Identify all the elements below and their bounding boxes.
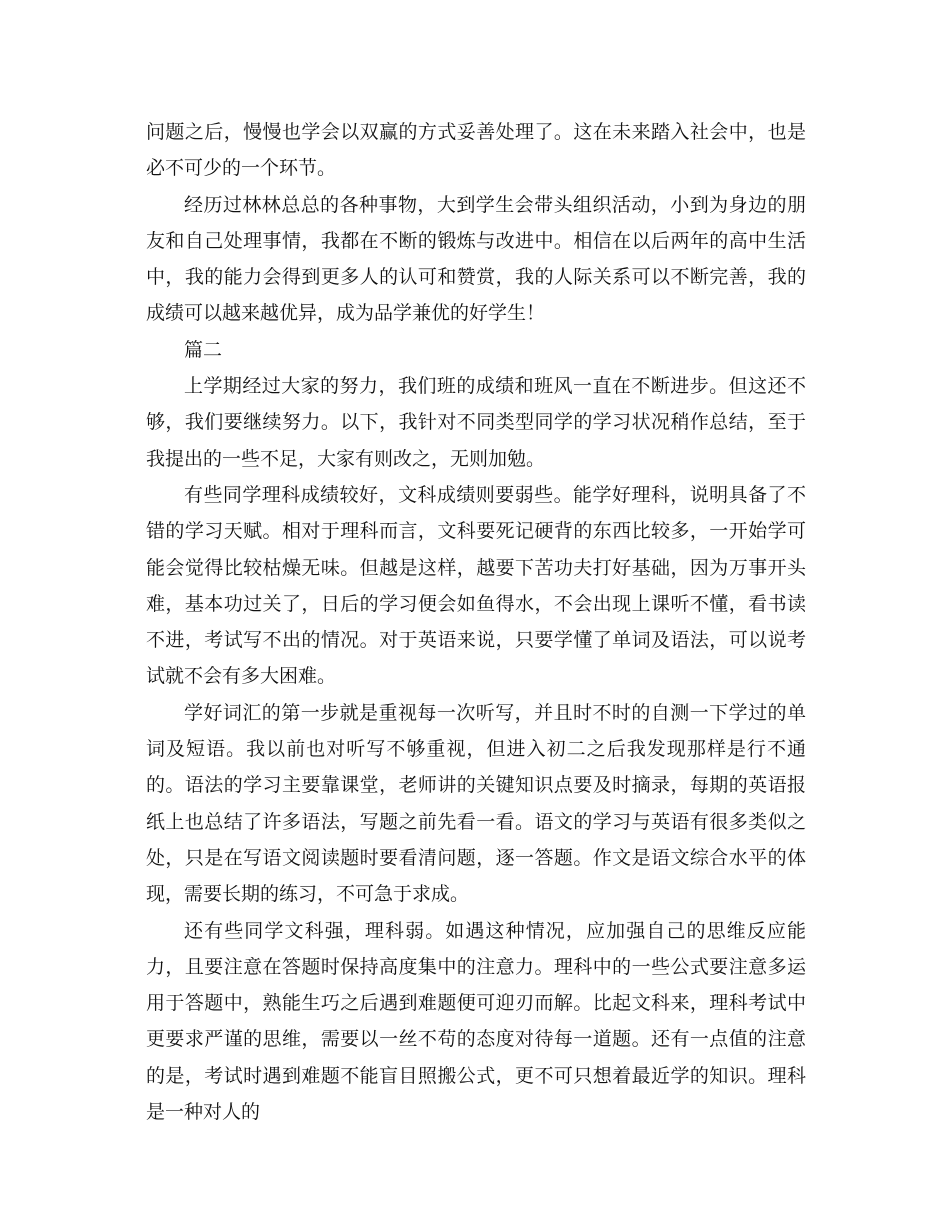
paragraph-arts-strong: 还有些同学文科强，理科弱。如遇这种情况，应加强自己的思维反应能力，且要注意在答题时保持高度集中的注意力。理科中的一些公式要注意多运用于答题中，熟能生巧之后遇到难题便可迎刃而解。比起文科来，理科考试中更要求严谨的思维，需要以一丝不苟的态度对待每一道题。还有一点值的注意的是，考试时遇到难题不能盲目照搬公式，更不可只想着最近学的知识。理科是一种对人的 bbox=[146, 919, 806, 1124]
paragraph-intro: 上学期经过大家的努力，我们班的成绩和班风一直在不断进步。但这还不够，我们要继续努力。以下，我针对不同类型同学的学习状况稍作总结，至于我提出的一些不足，大家有则改之，无则加勉。 bbox=[146, 375, 806, 470]
paragraph-science-strong: 有些同学理科成绩较好，文科成绩则要弱些。能学好理科，说明具备了不错的学习天赋。相对于理科而言，文科要死记硬背的东西比较多，一开始学可能会觉得比较枯燥无味。但越是这样，越要下苦功夫打好基础，因为万事开头难，基本功过关了，日后的学习便会如鱼得水，不会出现上课听不懂，看书读不进，考试写不出的情况。对于英语来说，只要学懂了单词及语法，可以说考试就不会有多大困难。 bbox=[146, 483, 806, 688]
paragraph-vocabulary: 学好词汇的第一步就是重视每一次听写，并且时不时的自测一下学过的单词及短语。我以前也对听写不够重视，但进入初二之后我发现那样是行不通的。语法的学习主要靠课堂，老师讲的关键知识点要及时摘录，每期的英语报纸上也总结了许多语法，写题之前先看一看。语文的学习与英语有很多类似之处，只是在写语文阅读题时要看清问题，逐一答题。作文是语文综合水平的体现，需要长期的练习，不可急于求成。 bbox=[146, 701, 806, 906]
paragraph-continuation: 问题之后，慢慢也学会以双赢的方式妥善处理了。这在未来踏入社会中，也是必不可少的一个环节。 bbox=[146, 121, 806, 180]
section-heading: 篇二 bbox=[184, 338, 223, 361]
paragraph-experience: 经历过林林总总的各种事物，大到学生会带头组织活动，小到为身边的朋友和自己处理事情，我都在不断的锻炼与改进中。相信在以后两年的高中生活中，我的能力会得到更多人的认可和赞赏，我的人际关系可以不断完善，我的成绩可以越来越优异，成为品学兼优的好学生！ bbox=[146, 193, 806, 325]
document-body bbox=[146, 114, 806, 1130]
